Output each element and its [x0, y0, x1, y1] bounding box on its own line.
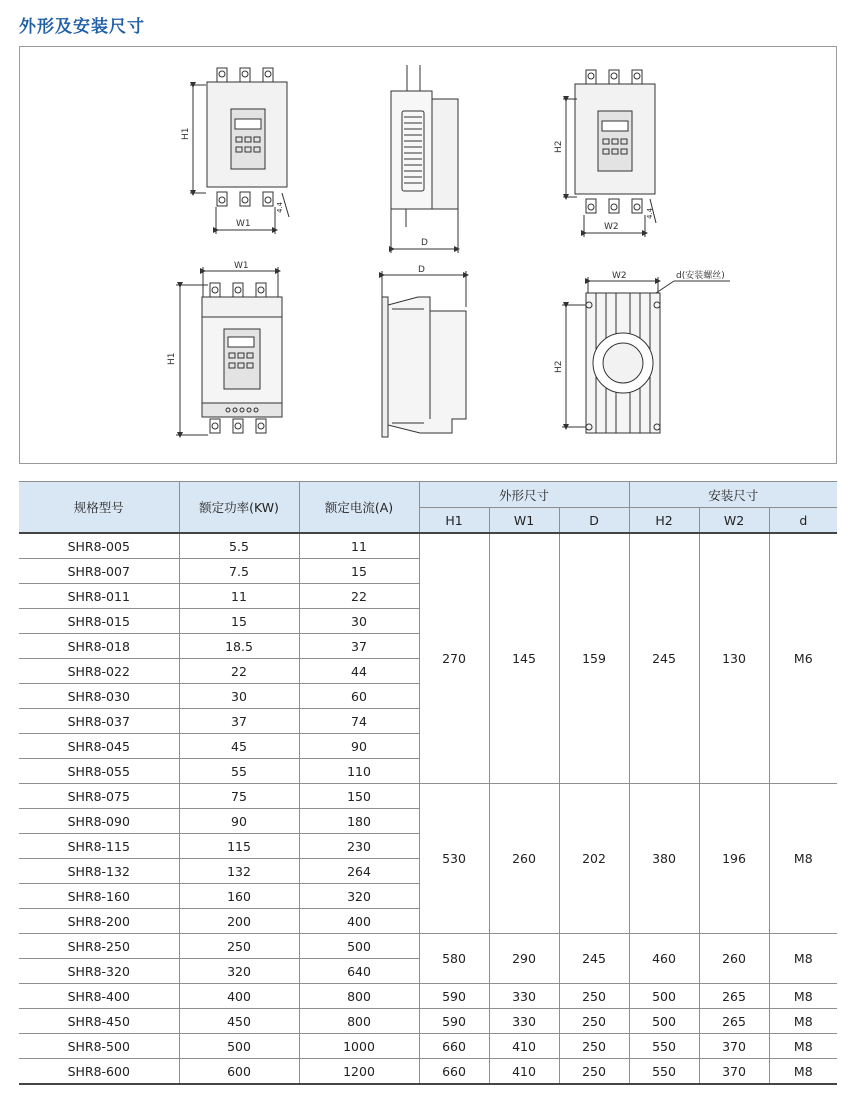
dimension-drawings	[19, 46, 837, 464]
header-w2: W2	[699, 508, 769, 534]
table-row	[19, 934, 837, 959]
cell-h2: 245	[629, 533, 699, 784]
cell-power: 200	[179, 909, 299, 934]
cell-h2: 500	[629, 1009, 699, 1034]
cell-d: 250	[559, 1009, 629, 1034]
label-edge-top-left: 4.4	[276, 201, 284, 213]
header-power: 额定功率(KW)	[179, 482, 299, 534]
cell-model: SHR8-015	[19, 609, 179, 634]
cell-h2: 550	[629, 1034, 699, 1059]
cell-h1: 660	[419, 1034, 489, 1059]
cell-h1: 590	[419, 1009, 489, 1034]
cell-screw: M8	[769, 1009, 837, 1034]
cell-current: 320	[299, 884, 419, 909]
cell-h1: 270	[419, 533, 489, 784]
cell-model: SHR8-037	[19, 709, 179, 734]
cell-w2: 265	[699, 984, 769, 1009]
cell-power: 400	[179, 984, 299, 1009]
cell-current: 500	[299, 934, 419, 959]
cell-h1: 580	[419, 934, 489, 984]
cell-model: SHR8-055	[19, 759, 179, 784]
cell-current: 74	[299, 709, 419, 734]
cell-d: 245	[559, 934, 629, 984]
cell-h2: 500	[629, 984, 699, 1009]
cell-model: SHR8-250	[19, 934, 179, 959]
cell-model: SHR8-115	[19, 834, 179, 859]
cell-current: 60	[299, 684, 419, 709]
cell-model: SHR8-005	[19, 533, 179, 559]
cell-current: 90	[299, 734, 419, 759]
cell-current: 800	[299, 1009, 419, 1034]
cell-screw: M6	[769, 533, 837, 784]
cell-w1: 260	[489, 784, 559, 934]
header-h1: H1	[419, 508, 489, 534]
cell-model: SHR8-075	[19, 784, 179, 809]
cell-model: SHR8-500	[19, 1034, 179, 1059]
label-edge-top-right: 4.4	[646, 207, 654, 219]
side-view-small	[391, 65, 458, 253]
header-current: 额定电流(A)	[299, 482, 419, 534]
cell-d: 250	[559, 1034, 629, 1059]
cell-current: 110	[299, 759, 419, 784]
cell-d: 159	[559, 533, 629, 784]
header-outer-dimensions: 外形尺寸	[419, 482, 629, 508]
cell-w2: 196	[699, 784, 769, 934]
cell-power: 450	[179, 1009, 299, 1034]
cell-current: 11	[299, 533, 419, 559]
cell-power: 90	[179, 809, 299, 834]
cell-w1: 410	[489, 1059, 559, 1085]
table-row	[19, 784, 837, 809]
cell-h1: 530	[419, 784, 489, 934]
front-view-large	[176, 267, 282, 435]
label-screw-bottom: d(安装螺丝)	[676, 271, 725, 281]
cell-w1: 330	[489, 984, 559, 1009]
mount-view-large	[562, 277, 730, 433]
header-w1: W1	[489, 508, 559, 534]
cell-current: 800	[299, 984, 419, 1009]
cell-current: 1200	[299, 1059, 419, 1085]
cell-power: 37	[179, 709, 299, 734]
table-row	[19, 1009, 837, 1034]
header-mount-dimensions: 安装尺寸	[629, 482, 837, 508]
cell-screw: M8	[769, 1034, 837, 1059]
cell-current: 30	[299, 609, 419, 634]
dimension-drawings-svg	[20, 47, 836, 463]
cell-w1: 410	[489, 1034, 559, 1059]
cell-w2: 260	[699, 934, 769, 984]
spec-table	[19, 481, 837, 1085]
label-h1-top: H1	[181, 127, 191, 140]
label-w1-bottom: W1	[234, 261, 249, 271]
cell-screw: M8	[769, 1059, 837, 1085]
cell-current: 230	[299, 834, 419, 859]
cell-power: 115	[179, 834, 299, 859]
cell-current: 15	[299, 559, 419, 584]
cell-power: 320	[179, 959, 299, 984]
cell-h1: 590	[419, 984, 489, 1009]
cell-h1: 660	[419, 1059, 489, 1085]
table-row	[19, 533, 837, 559]
cell-current: 37	[299, 634, 419, 659]
cell-screw: M8	[769, 984, 837, 1009]
label-w2-top: W2	[604, 222, 619, 232]
cell-power: 11	[179, 584, 299, 609]
header-model: 规格型号	[19, 482, 179, 534]
label-d-bottom: D	[418, 265, 425, 275]
cell-d: 250	[559, 984, 629, 1009]
page-title: 外形及安装尺寸	[19, 17, 145, 37]
cell-current: 22	[299, 584, 419, 609]
label-d-top: D	[421, 238, 428, 248]
cell-power: 45	[179, 734, 299, 759]
cell-power: 160	[179, 884, 299, 909]
table-row	[19, 1059, 837, 1085]
cell-model: SHR8-132	[19, 859, 179, 884]
cell-model: SHR8-160	[19, 884, 179, 909]
cell-power: 22	[179, 659, 299, 684]
cell-d: 250	[559, 1059, 629, 1085]
cell-screw: M8	[769, 784, 837, 934]
front-view-small	[190, 68, 289, 234]
cell-model: SHR8-400	[19, 984, 179, 1009]
cell-w2: 265	[699, 1009, 769, 1034]
cell-h2: 550	[629, 1059, 699, 1085]
cell-model: SHR8-030	[19, 684, 179, 709]
cell-w1: 330	[489, 1009, 559, 1034]
cell-power: 600	[179, 1059, 299, 1085]
cell-power: 30	[179, 684, 299, 709]
label-h2-bottom: H2	[554, 360, 564, 373]
table-row	[19, 1034, 837, 1059]
cell-power: 18.5	[179, 634, 299, 659]
side-view-large	[382, 271, 466, 437]
cell-w2: 130	[699, 533, 769, 784]
label-w1-top: W1	[236, 219, 251, 229]
spec-table-body	[19, 533, 837, 1084]
cell-power: 75	[179, 784, 299, 809]
cell-w1: 290	[489, 934, 559, 984]
cell-model: SHR8-045	[19, 734, 179, 759]
table-row	[19, 984, 837, 1009]
cell-model: SHR8-090	[19, 809, 179, 834]
cell-power: 5.5	[179, 533, 299, 559]
cell-power: 500	[179, 1034, 299, 1059]
cell-h2: 460	[629, 934, 699, 984]
cell-current: 44	[299, 659, 419, 684]
cell-current: 640	[299, 959, 419, 984]
cell-power: 15	[179, 609, 299, 634]
cell-power: 132	[179, 859, 299, 884]
cell-current: 1000	[299, 1034, 419, 1059]
cell-current: 180	[299, 809, 419, 834]
cell-current: 400	[299, 909, 419, 934]
cell-model: SHR8-450	[19, 1009, 179, 1034]
cell-current: 150	[299, 784, 419, 809]
cell-model: SHR8-018	[19, 634, 179, 659]
cell-w2: 370	[699, 1059, 769, 1085]
cell-model: SHR8-320	[19, 959, 179, 984]
cell-w1: 145	[489, 533, 559, 784]
cell-current: 264	[299, 859, 419, 884]
cell-model: SHR8-600	[19, 1059, 179, 1085]
header-h2: H2	[629, 508, 699, 534]
cell-w2: 370	[699, 1034, 769, 1059]
header-d-screw: d	[769, 508, 837, 534]
cell-power: 55	[179, 759, 299, 784]
cell-power: 7.5	[179, 559, 299, 584]
cell-d: 202	[559, 784, 629, 934]
mount-view-small	[563, 70, 656, 237]
cell-h2: 380	[629, 784, 699, 934]
cell-power: 250	[179, 934, 299, 959]
cell-model: SHR8-200	[19, 909, 179, 934]
label-h1-bottom: H1	[167, 352, 177, 365]
label-h2-top: H2	[554, 140, 564, 153]
label-w2-bottom: W2	[612, 271, 627, 281]
cell-model: SHR8-007	[19, 559, 179, 584]
cell-model: SHR8-011	[19, 584, 179, 609]
cell-screw: M8	[769, 934, 837, 984]
header-d-depth: D	[559, 508, 629, 534]
cell-model: SHR8-022	[19, 659, 179, 684]
